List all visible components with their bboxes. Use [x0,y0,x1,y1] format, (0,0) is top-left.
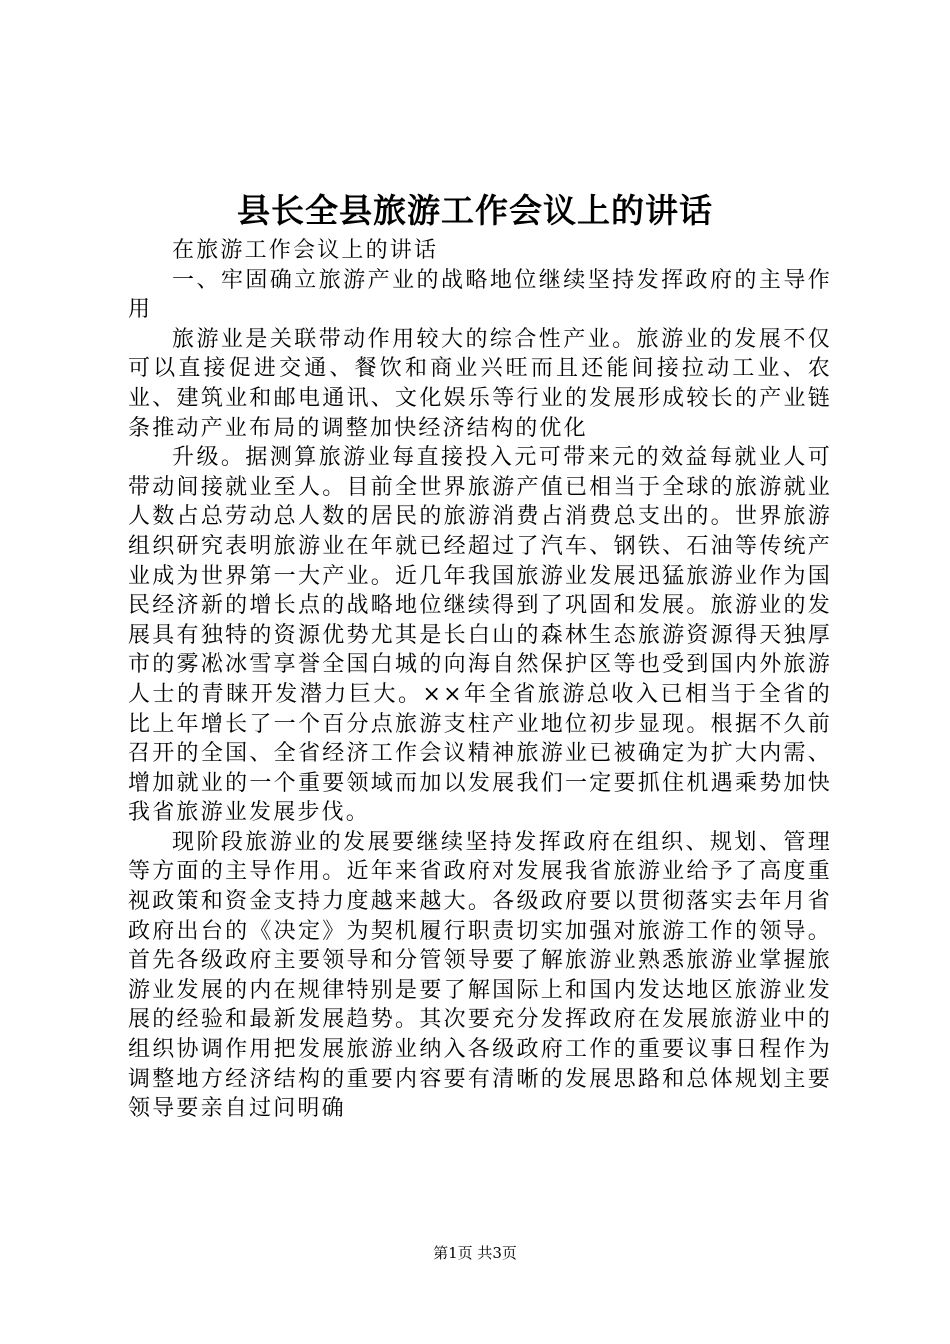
body-paragraph: 旅游业是关联带动作用较大的综合性产业。旅游业的发展不仅可以直接促进交通、餐饮和商业兴旺而且还能间接拉动工业、农业、建筑业和邮电通讯、文化娱乐等行业的发展形成较长的产业链条推动产业布局的调整加快经济结构的优化 [128,326,832,441]
subtitle-paragraph: 在旅游工作会议上的讲话 [172,238,439,263]
section-heading: 一、牢固确立旅游产业的战略地位继续坚持发挥政府的主导作用 [128,267,832,323]
body-paragraph: 现阶段旅游业的发展要继续坚持发挥政府在组织、规划、管理等方面的主导作用。近年来省政府对发展我省旅游业给予了高度重视政策和资金支持力度越来越大。各级政府要以贯彻落实去年月省政府出台的《决定》为契机履行职责切实加强对旅游工作的领导。首先各级政府主要领导和分管领导要了解旅游业熟悉旅游业掌握旅游业发展的内在规律特别是要了解国际上和国内发达地区旅游业发展的经验和最新发展趋势。其次要充分发挥政府在发展旅游业中的组织协调作用把发展旅游业纳入各级政府工作的重要议事日程作为调整地方经济结构的重要内容要有清晰的发展思路和总体规划主要领导要亲自过问明确 [128,829,832,1122]
body-paragraph: 升级。据测算旅游业每直接投入元可带来元的效益每就业人可带动间接就业至人。目前全世界旅游产值已相当于全球的旅游就业人数占总劳动总人数的居民的旅游消费占消费总支出的。世界旅游组织研究表明旅游业在年就已经超过了汽车、钢铁、石油等传统产业成为世界第一大产业。近几年我国旅游业发展迅猛旅游业作为国民经济新的增长点的战略地位继续得到了巩固和发展。旅游业的发展具有独特的资源优势尤其是长白山的森林生态旅游资源得天独厚市的雾凇冰雪享誉全国白城的向海自然保护区等也受到国内外旅游人士的青睐开发潜力巨大。××年全省旅游总收入已相当于全省的比上年增长了一个百分点旅游支柱产业地位初步显现。根据不久前召开的全国、全省经济工作会议精神旅游业已被确定为扩大内需、增加就业的一个重要领域而加以发展我们一定要抓住机遇乘势加快我省旅游业发展步伐。 [128,445,832,826]
page-number-footer: 第1页 共3页 [433,1244,517,1262]
document-title: 县长全县旅游工作会议上的讲话 [237,191,713,230]
document-body [128,236,832,1124]
